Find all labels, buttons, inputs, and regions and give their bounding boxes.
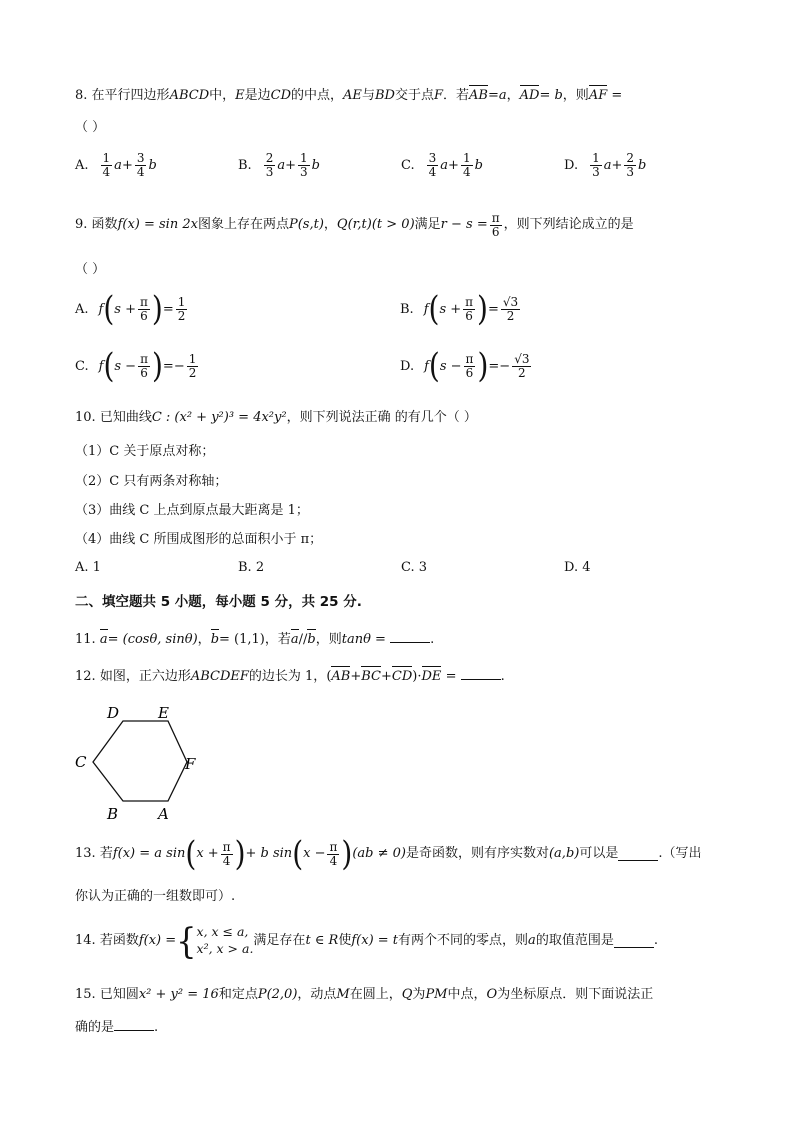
frac-den: 3 xyxy=(265,164,274,179)
frac-num: 1 xyxy=(177,294,186,309)
q15-p: P(2,0) xyxy=(257,987,298,1002)
op: + xyxy=(611,157,623,173)
fraction xyxy=(327,841,339,867)
op: + xyxy=(121,157,133,173)
option-value: 1 xyxy=(92,560,101,575)
frac-den: 3 xyxy=(300,164,308,179)
paren: ( xyxy=(326,669,332,684)
q9-cond: r − s = xyxy=(440,217,488,233)
fraction xyxy=(512,353,531,379)
vector-a: a xyxy=(290,632,299,647)
fraction xyxy=(138,353,150,379)
q10-statement-3: （3）曲线 C 上点到原点最大距离是 1； xyxy=(75,503,309,518)
vector-af: AF xyxy=(588,88,608,103)
op: + xyxy=(350,669,362,684)
q13-text: .（写出 xyxy=(658,846,702,862)
frac-den: 4 xyxy=(462,164,471,179)
vector-a: a xyxy=(114,157,122,173)
q12-answer-blank[interactable] xyxy=(461,667,501,680)
q10-statement-2: （2）C 只有两条对称轴； xyxy=(75,474,228,489)
q10-options xyxy=(75,560,735,580)
frac-den: 3 xyxy=(592,164,600,179)
q15-pm: PM xyxy=(425,987,448,1002)
q15-q: Q xyxy=(401,987,413,1002)
paren: ( xyxy=(103,288,115,329)
hexagon-figure xyxy=(70,700,210,830)
paren: ) xyxy=(477,288,488,329)
vector-b: b xyxy=(210,632,220,647)
fraction xyxy=(176,296,188,322)
arg: s − xyxy=(114,358,137,374)
q11-tan: tanθ = xyxy=(341,632,386,647)
frac-num: √3 xyxy=(502,294,519,309)
arg: x + xyxy=(196,846,219,862)
q12-stem xyxy=(75,667,505,685)
q11-text: ，若 xyxy=(264,632,291,647)
fraction xyxy=(138,296,150,322)
option-label: B. xyxy=(400,301,414,317)
q8-option-d[interactable] xyxy=(564,152,646,178)
frac-num: π xyxy=(139,294,148,309)
eq: = xyxy=(162,358,174,374)
fraction xyxy=(464,353,476,379)
fn-f: f xyxy=(424,358,429,374)
q15-text: 为 xyxy=(412,987,426,1002)
q13-answer-blank[interactable] xyxy=(618,848,658,861)
vector-cd: CD xyxy=(391,669,413,684)
q14-text: 使 xyxy=(338,933,352,949)
paren: ) xyxy=(477,345,489,386)
q13-line2: 你认为正确的一组数即可）. xyxy=(75,889,236,904)
q15-answer-blank[interactable] xyxy=(114,1018,154,1031)
q9-text: 函数 xyxy=(91,217,118,233)
q15-text: 已知圆 xyxy=(99,987,139,1002)
frac-den: 2 xyxy=(506,308,515,323)
frac-num: π xyxy=(465,294,474,309)
q8-cd: CD xyxy=(270,88,292,103)
q8-text: ，则 xyxy=(562,88,589,103)
q8-eq: = b xyxy=(539,88,563,103)
vector-ab: AB xyxy=(331,669,351,684)
q10-text: 已知曲线 xyxy=(99,410,152,425)
q9-answer-paren: （ ） xyxy=(75,262,106,277)
q14-text: 若函数 xyxy=(99,933,139,949)
q15-text: 在圆上， xyxy=(349,987,402,1002)
vector-de: DE xyxy=(421,669,442,684)
vector-a: a xyxy=(440,157,449,173)
q15-number: 15. xyxy=(75,987,96,1002)
fraction xyxy=(490,212,502,238)
hex-label-a: A xyxy=(158,805,169,823)
q8-stem xyxy=(75,88,622,104)
hex-label-c: C xyxy=(75,753,87,771)
option-label: B. xyxy=(238,560,252,575)
op: + xyxy=(448,157,459,173)
q14-text: 有两个不同的零点，则 xyxy=(398,933,529,949)
frac-num: π xyxy=(222,839,231,854)
frac-num: 1 xyxy=(300,151,308,165)
q13-text: 是奇函数，则有序实数对 xyxy=(405,846,549,862)
q8-number: 8. xyxy=(75,88,88,103)
frac-den: 6 xyxy=(140,365,148,380)
vector-a: a xyxy=(277,157,286,173)
frac-den: 6 xyxy=(491,224,500,239)
q10-number: 10. xyxy=(75,410,96,425)
q10-statement-4: （4）曲线 C 所围成图形的总面积小于 π； xyxy=(75,532,323,547)
q9-text: 满足 xyxy=(414,217,441,233)
frac-den: 4 xyxy=(136,164,145,179)
eq: = xyxy=(487,301,499,317)
q14-answer-blank[interactable] xyxy=(614,935,654,948)
sign: − xyxy=(499,358,511,374)
q15-end: . xyxy=(154,1020,159,1035)
q8-text: 在平行四边形 xyxy=(91,88,170,103)
op: + xyxy=(381,669,392,684)
q14-a: a xyxy=(528,933,536,949)
frac-den: 4 xyxy=(428,164,437,179)
q13-pair: (a,b) xyxy=(548,846,580,862)
q8-text: 是边 xyxy=(244,88,271,103)
op: + xyxy=(285,157,296,173)
frac-num: 2 xyxy=(265,151,274,165)
q14-number: 14. xyxy=(75,933,96,949)
q8-text: 交于点 xyxy=(394,88,434,103)
q8-text: 与 xyxy=(361,88,375,103)
fraction xyxy=(101,152,113,178)
frac-num: 1 xyxy=(462,151,471,165)
q12-end: . xyxy=(500,669,505,684)
vector-b: b xyxy=(148,157,157,173)
frac-num: π xyxy=(329,839,338,854)
q9-option-c[interactable] xyxy=(75,345,200,386)
option-label: A. xyxy=(75,157,89,173)
q9-option-d[interactable] xyxy=(400,345,533,386)
fraction xyxy=(264,152,276,178)
arg: s + xyxy=(114,301,136,317)
fraction xyxy=(624,152,636,178)
q15-text: 中点， xyxy=(447,987,487,1002)
vector-b: b xyxy=(307,632,316,647)
q11-text: ，则 xyxy=(315,632,342,647)
q8-text: 中， xyxy=(209,88,236,103)
fraction xyxy=(501,296,520,322)
q8-eq: =a xyxy=(487,88,507,103)
hexagon-shape xyxy=(93,721,187,801)
fraction xyxy=(461,152,473,178)
q10-option-a[interactable] xyxy=(75,560,101,575)
vector-a: a xyxy=(603,157,612,173)
frac-den: 3 xyxy=(626,164,635,179)
frac-den: 6 xyxy=(465,308,473,323)
paren: ( xyxy=(292,833,304,874)
q15-circle: x² + y² = 16 xyxy=(138,987,219,1002)
q11-a-def: = (cosθ, sinθ) xyxy=(107,632,198,647)
frac-den: 4 xyxy=(102,164,111,179)
q14-end: . xyxy=(653,933,658,949)
q15-text: ，动点 xyxy=(297,987,337,1002)
q8-options xyxy=(75,152,735,192)
q9-text: 图象上存在两点 xyxy=(197,217,289,233)
option-label: C. xyxy=(75,358,89,374)
q9-text: ，则下列结论成立的是 xyxy=(503,217,634,233)
fraction xyxy=(427,152,439,178)
q13-text: 可以是 xyxy=(579,846,619,862)
fraction xyxy=(590,152,602,178)
q9-stem xyxy=(75,212,634,238)
paren: ) xyxy=(234,833,246,874)
q8-answer-paren: （ ） xyxy=(75,120,106,135)
frac-den: 2 xyxy=(188,365,197,380)
q14-f: f(x) = xyxy=(138,933,177,949)
q10-statement-1: （1）C 关于原点对称； xyxy=(75,444,215,459)
parallel-symbol: // xyxy=(298,632,308,647)
frac-den: 4 xyxy=(329,853,338,868)
frac-den: 2 xyxy=(177,308,186,323)
vector-b: b xyxy=(474,157,483,173)
vector-b: b xyxy=(311,157,320,173)
q8-option-b[interactable] xyxy=(238,152,320,178)
q15-text: 和定点 xyxy=(218,987,258,1002)
q15-text: 确的是 xyxy=(75,1020,115,1035)
option-value: 3 xyxy=(418,560,428,575)
frac-num: 1 xyxy=(592,151,600,165)
q13-mid: + b sin xyxy=(245,846,293,862)
vector-bc: BC xyxy=(361,669,381,684)
q11-b-def: = (1,1) xyxy=(219,632,265,647)
option-label: C. xyxy=(401,560,415,575)
paren: )· xyxy=(412,669,422,684)
arg: x − xyxy=(303,846,326,862)
q8-sep: ， xyxy=(506,88,520,103)
q11-answer-blank[interactable] xyxy=(390,630,430,643)
q15-m: M xyxy=(336,987,350,1002)
case-2: x², x > a. xyxy=(196,941,254,957)
q14-t: t ∈ R xyxy=(305,933,339,949)
q15-line2 xyxy=(75,1018,158,1036)
paren: ( xyxy=(428,288,440,329)
q10-option-c[interactable] xyxy=(401,560,427,575)
frac-num: 1 xyxy=(188,351,197,366)
option-label: D. xyxy=(564,157,579,173)
q10-stem xyxy=(75,410,477,426)
fraction xyxy=(187,353,199,379)
q9-p: P(s,t) xyxy=(288,217,324,233)
q14-text: 满足存在 xyxy=(253,933,306,949)
hex-label-b: B xyxy=(107,805,119,823)
q9-option-a[interactable] xyxy=(75,288,189,329)
paren: ) xyxy=(341,833,353,874)
frac-num: 3 xyxy=(428,151,437,165)
fn-f: f xyxy=(98,301,104,317)
frac-num: 2 xyxy=(626,151,635,165)
section-title: 二、填空题共 5 小题，每小题 5 分，共 25 分. xyxy=(75,594,362,610)
frac-den: 6 xyxy=(465,365,474,380)
q9-option-b[interactable] xyxy=(400,288,522,329)
option-value: 2 xyxy=(255,560,265,575)
eq: = xyxy=(445,669,457,684)
vector-ab: AB xyxy=(469,88,488,103)
q13-stem xyxy=(75,833,702,874)
frac-num: π xyxy=(465,351,474,366)
eq: = xyxy=(162,301,174,317)
vector-a: a xyxy=(99,632,108,647)
q8-ae: AE xyxy=(343,88,362,103)
q11-sep: ， xyxy=(197,632,211,647)
eq: = xyxy=(488,358,500,374)
paren: ( xyxy=(428,345,440,386)
q9-options-row1 xyxy=(75,288,735,335)
frac-num: 1 xyxy=(102,151,111,165)
q8-text: ．若 xyxy=(442,88,469,103)
q9-number: 9. xyxy=(75,217,88,233)
option-label: B. xyxy=(238,157,252,173)
q10-curve: C : (x² + y²)³ = 4x²y² xyxy=(151,410,287,425)
q12-text: 如图，正六边形 xyxy=(99,669,191,684)
q12-number: 12. xyxy=(75,669,96,684)
q8-f: F xyxy=(433,88,443,103)
q14-stem xyxy=(75,922,658,960)
option-label: C. xyxy=(401,157,415,173)
vector-b: b xyxy=(638,157,647,173)
frac-num: π xyxy=(491,211,500,225)
q9-sep: ， xyxy=(323,217,337,233)
option-label: A. xyxy=(75,301,89,317)
frac-num: π xyxy=(140,351,148,366)
q13-text: 若 xyxy=(99,846,113,862)
q11-end: . xyxy=(430,632,435,647)
q8-bd: BD xyxy=(374,88,395,103)
q10-option-b[interactable] xyxy=(238,560,264,575)
option-value: 4 xyxy=(582,560,591,575)
q15-text: 为坐标原点．则下面说法正 xyxy=(497,987,654,1002)
q14-eq: f(x) = t xyxy=(351,933,399,949)
q8-abcd: ABCD xyxy=(169,88,210,103)
hex-label-d: D xyxy=(107,704,120,722)
q12-text: 的边长为 1， xyxy=(248,669,327,684)
option-label: D. xyxy=(400,358,415,374)
arg: s − xyxy=(439,358,462,374)
frac-num: √3 xyxy=(514,351,530,366)
paren: ( xyxy=(103,345,115,386)
arg: s + xyxy=(439,301,462,317)
paren: ) xyxy=(151,288,163,329)
frac-num: 3 xyxy=(136,151,145,165)
q11-stem xyxy=(75,630,434,648)
q13-f: f(x) = a sin xyxy=(112,846,186,862)
paren: ) xyxy=(151,345,163,386)
q11-number: 11. xyxy=(75,632,96,647)
q10-text: ，则下列说法正确 的有几个（ ） xyxy=(286,410,477,425)
q8-eq: = xyxy=(611,88,623,103)
frac-den: 4 xyxy=(222,853,231,868)
q9-options-row2 xyxy=(75,345,735,392)
q13-cond: (ab ≠ 0) xyxy=(352,846,406,862)
q12-hex: ABCDEF xyxy=(190,669,249,684)
hex-label-f: F xyxy=(185,755,196,773)
fn-f: f xyxy=(423,301,429,317)
option-label: A. xyxy=(75,560,89,575)
q15-stem xyxy=(75,987,653,1003)
q13-number: 13. xyxy=(75,846,96,862)
fraction xyxy=(135,152,147,178)
hex-label-e: E xyxy=(158,704,169,722)
q9-fx: f(x) = sin 2x xyxy=(117,217,198,233)
q8-text: 的中点， xyxy=(291,88,344,103)
sign: − xyxy=(173,358,185,374)
piecewise-cases xyxy=(197,924,254,958)
q15-o: O xyxy=(486,987,498,1002)
q8-option-a[interactable] xyxy=(75,152,157,178)
fraction xyxy=(463,296,475,322)
q8-option-c[interactable] xyxy=(401,152,483,178)
brace: { xyxy=(176,920,197,962)
q8-e: E xyxy=(235,88,245,103)
q10-option-d[interactable] xyxy=(564,560,591,575)
option-label: D. xyxy=(564,560,579,575)
fraction xyxy=(298,152,310,178)
fraction xyxy=(221,841,233,867)
vector-ad: AD xyxy=(519,88,540,103)
frac-den: 6 xyxy=(140,308,148,323)
case-1: x, x ≤ a, xyxy=(196,924,249,940)
q9-q: Q(r,t)(t > 0) xyxy=(336,217,415,233)
paren: ( xyxy=(185,833,197,874)
fn-f: f xyxy=(98,358,104,374)
q14-text: 的取值范围是 xyxy=(535,933,614,949)
frac-den: 2 xyxy=(518,365,526,380)
